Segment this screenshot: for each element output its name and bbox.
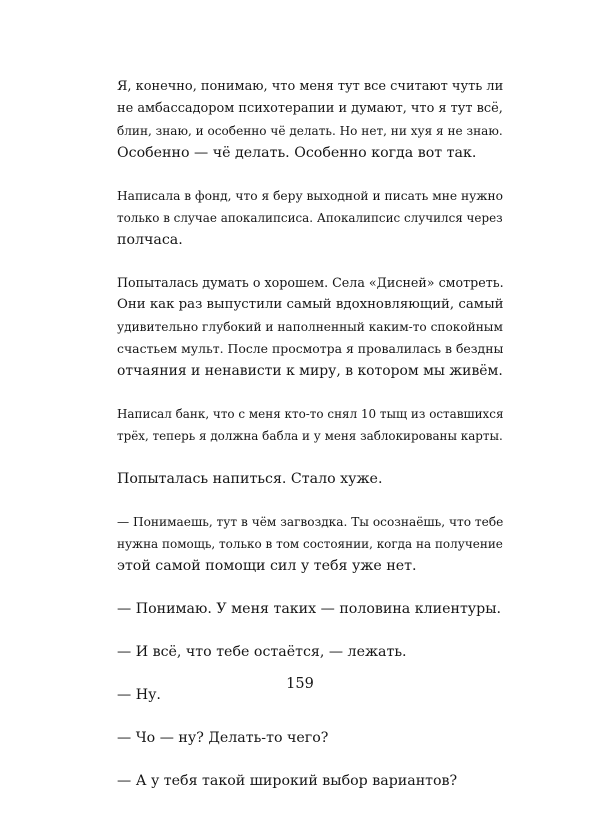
text-line: счастьем мульт. После просмотра я провалилась в бездны xyxy=(117,341,504,356)
text-line: — Чо — ну? Делать-то чего? xyxy=(117,730,329,746)
text-line: удивительно глубокий и наполненный каким-то спокойным xyxy=(117,320,503,334)
text-line: — А у тебя такой широкий выбор вариантов? xyxy=(117,773,458,789)
paragraph-3 xyxy=(117,272,503,382)
paragraph-2 xyxy=(117,185,503,251)
text-line: не амбассадором психотерапии и думают, что я тут всё, xyxy=(117,101,503,116)
text-line: трёх, теперь я должна бабла и у меня заблокированы карты. xyxy=(117,429,503,443)
text-line: Я, конечно, понимаю, что меня тут все считают чуть ли xyxy=(117,79,504,94)
text-line: Попыталась думать о хорошем. Села «Дисней» смотреть. xyxy=(117,275,504,290)
text-line: Попыталась напиться. Стало хуже. xyxy=(117,471,383,487)
paragraph-7 xyxy=(117,598,503,620)
text-line: — Понимаю. У меня таких — половина клиентуры. xyxy=(117,601,502,617)
text-line: отчаяния и ненависти к миру, в котором мы живём. xyxy=(117,363,503,379)
book-page-body xyxy=(117,76,503,813)
text-line: этой самой помощи сил у тебя уже нет. xyxy=(117,558,417,574)
paragraph-8 xyxy=(117,641,503,663)
paragraph-11 xyxy=(117,770,503,792)
text-line: блин, знаю, и особенно чё делать. Но нет, ни хуя я не знаю. xyxy=(117,124,503,138)
text-line: только в случае апокалипсиса. Апокалипсис случился через xyxy=(117,211,503,225)
text-line: Написала в фонд, что я беру выходной и писать мне нужно xyxy=(117,189,504,203)
paragraph-6 xyxy=(117,511,503,577)
text-line: Написал банк, что с меня кто-то снял 10 тыщ из оставшихся xyxy=(117,407,504,421)
paragraph-1 xyxy=(117,76,503,164)
text-line: — Ну. xyxy=(117,687,161,703)
text-line: нужна помощь, только в том состоянии, когда на получение xyxy=(117,537,503,551)
page-number: 159 xyxy=(286,676,314,692)
text-line: Особенно — чё делать. Особенно когда вот так. xyxy=(117,145,477,161)
paragraph-5 xyxy=(117,468,503,490)
paragraph-10 xyxy=(117,727,503,749)
text-line: — И всё, что тебе остаётся, — лежать. xyxy=(117,644,407,660)
paragraph-4 xyxy=(117,403,503,447)
text-line: Они как раз выпустили самый вдохновляющий, самый xyxy=(117,297,504,312)
text-line: — Понимаешь, тут в чём загвоздка. Ты осознаёшь, что тебе xyxy=(117,515,504,529)
text-line: полчаса. xyxy=(117,232,183,248)
